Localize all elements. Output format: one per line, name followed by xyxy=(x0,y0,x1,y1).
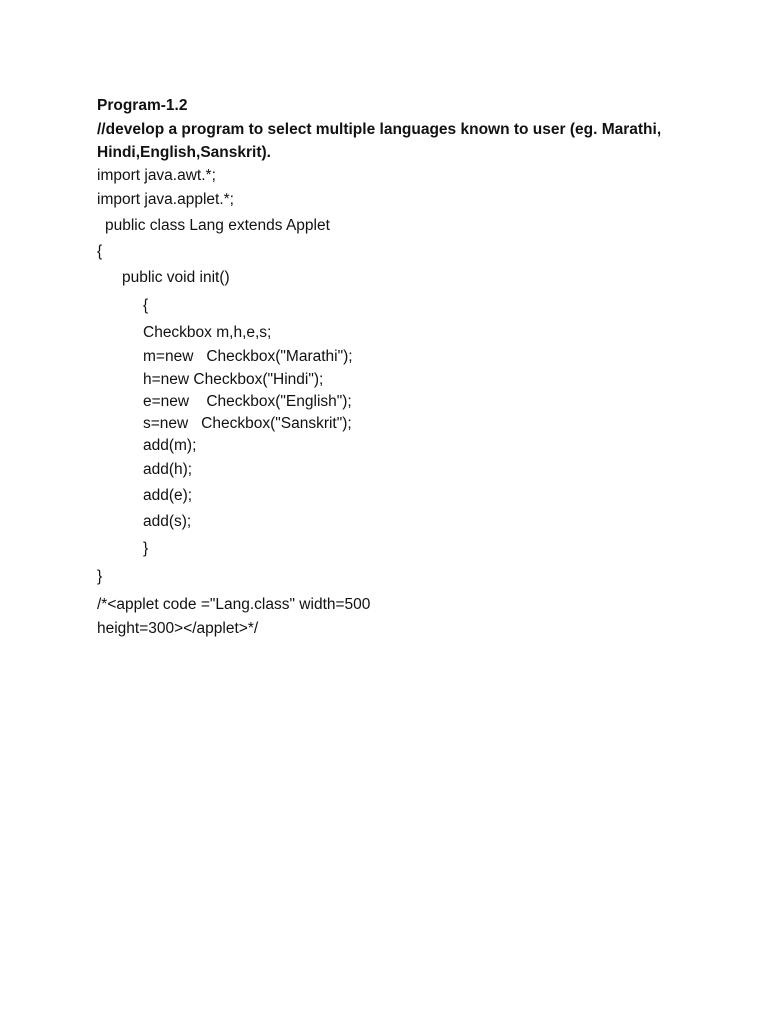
code-line: add(e); xyxy=(143,487,193,504)
code-line: import java.applet.*; xyxy=(97,191,234,208)
code-line: h=new Checkbox("Hindi"); xyxy=(143,371,324,388)
code-line: e=new Checkbox("English"); xyxy=(143,393,352,410)
code-line: Checkbox m,h,e,s; xyxy=(143,324,272,341)
code-line: } xyxy=(143,540,149,557)
code-line: import java.awt.*; xyxy=(97,167,216,184)
code-line: public class Lang extends Applet xyxy=(105,217,330,234)
code-line: /*<applet code ="Lang.class" width=500 xyxy=(97,596,371,613)
code-line: public void init() xyxy=(122,269,230,286)
program-heading: Program-1.2 xyxy=(97,97,188,114)
comment-line-2: Hindi,English,Sanskrit). xyxy=(97,144,271,161)
code-line: { xyxy=(143,297,149,314)
code-line: add(h); xyxy=(143,461,193,478)
comment-line-1: //develop a program to select multiple languages known to user (eg. Marathi, xyxy=(97,121,662,138)
code-line: { xyxy=(97,243,103,260)
code-line: add(m); xyxy=(143,437,197,454)
code-line: s=new Checkbox("Sanskrit"); xyxy=(143,415,352,432)
code-line: height=300></applet>*/ xyxy=(97,620,259,637)
code-line: add(s); xyxy=(143,513,192,530)
code-line: } xyxy=(97,568,103,585)
code-line: m=new Checkbox("Marathi"); xyxy=(143,348,353,365)
